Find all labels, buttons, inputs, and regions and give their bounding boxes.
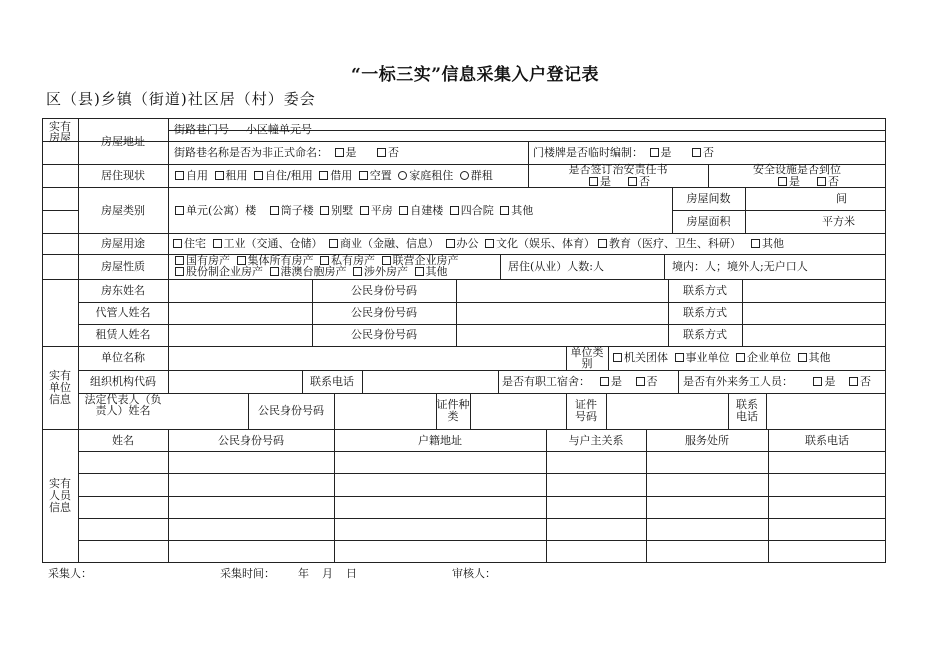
- yes-label: 是: [789, 175, 800, 188]
- option-label: 国有房产: [186, 254, 230, 267]
- section-unit: 实有单位信息: [49, 369, 71, 406]
- tenant-contact-label: 联系方式: [683, 328, 727, 341]
- legal-rep-id-label: 公民身份号码: [258, 404, 324, 417]
- security-facility-q-text: 安全设施是否到位: [753, 163, 841, 176]
- checkbox[interactable]: [751, 239, 760, 248]
- landlord-label: 房东姓名: [101, 284, 145, 297]
- option-label: 筒子楼: [280, 204, 314, 217]
- collect-time-label: 采集时间：: [220, 567, 275, 580]
- yes-label: 是: [345, 146, 357, 159]
- house-address-label: 房屋地址: [101, 135, 145, 148]
- col-hukou-address: 户籍地址: [418, 434, 462, 447]
- checkbox[interactable]: [600, 377, 609, 386]
- security-resp-question: [528, 164, 708, 188]
- radio[interactable]: [460, 171, 469, 180]
- day-label: 日: [346, 567, 357, 580]
- checkbox[interactable]: [329, 239, 338, 248]
- living-status-options: [172, 170, 493, 182]
- yes-label: 是: [824, 375, 836, 388]
- section-person: 实有人员信息: [49, 477, 71, 514]
- checkbox[interactable]: [500, 206, 509, 215]
- no-label: 否: [859, 375, 871, 388]
- door-plate-q-text: 门楼牌是否临时编制：: [533, 146, 643, 159]
- option-label: 群租: [470, 169, 493, 182]
- checkbox[interactable]: [213, 239, 222, 248]
- checkbox[interactable]: [692, 148, 701, 157]
- no-label: 否: [828, 175, 839, 188]
- option-label: 四合院: [460, 204, 494, 217]
- checkbox[interactable]: [849, 377, 858, 386]
- option-label: 借用: [330, 169, 353, 182]
- checkbox[interactable]: [736, 353, 745, 362]
- district-line: 区（县)乡镇（街道)社区居（村）委会: [46, 90, 316, 108]
- checkbox[interactable]: [175, 256, 184, 265]
- col-relation: 与户主关系: [568, 434, 624, 447]
- migrant-question: [683, 376, 871, 388]
- radio[interactable]: [398, 171, 407, 180]
- option-label: 港澳台胞房产: [280, 265, 347, 278]
- tenant-label: 租赁人姓名: [95, 328, 151, 341]
- unit-category-label: 单位类别: [570, 346, 604, 370]
- option-label: 商业（金融、信息）: [340, 237, 439, 250]
- agent-contact-label: 联系方式: [683, 306, 727, 319]
- checkbox[interactable]: [215, 171, 224, 180]
- unit-phone-label: 联系电话: [310, 375, 354, 388]
- yes-label: 是: [600, 175, 611, 188]
- house-nature-options: [172, 255, 459, 277]
- option-label: 股份制企业房产: [186, 265, 263, 278]
- option-label: 涉外房产: [364, 265, 408, 278]
- checkbox[interactable]: [359, 171, 368, 180]
- informal-name-question: [174, 147, 399, 159]
- informal-name-q-text: 街路巷名称是否为非正式命名：: [174, 146, 328, 159]
- legal-rep-phone-label: 联系电话: [736, 398, 758, 423]
- checkbox[interactable]: [320, 206, 329, 215]
- collector-label: 采集人：: [48, 567, 92, 580]
- reviewer-label: 审核人：: [452, 567, 496, 580]
- agent-label: 代管人姓名: [95, 306, 151, 319]
- checkbox[interactable]: [450, 206, 459, 215]
- resident-count[interactable]: 居住(从业）人数:人: [508, 260, 604, 273]
- block-unit-field[interactable]: 小区幢单元号: [246, 123, 312, 136]
- street-number-field[interactable]: 街路巷门号: [174, 123, 229, 136]
- checkbox[interactable]: [335, 148, 344, 157]
- no-label: 否: [639, 175, 650, 188]
- checkbox[interactable]: [415, 267, 424, 276]
- form-title: “一标三实”信息采集入户登记表: [350, 65, 600, 85]
- security-resp-q-text: 是否签订治安责任书: [568, 163, 668, 176]
- landlord-id-label: 公民身份号码: [351, 284, 417, 297]
- checkbox[interactable]: [175, 267, 184, 276]
- checkbox[interactable]: [778, 177, 787, 186]
- option-label: 住宅: [184, 237, 206, 250]
- tenant-id-label: 公民身份号码: [351, 328, 417, 341]
- house-type-options: [172, 205, 533, 217]
- checkbox[interactable]: [817, 177, 826, 186]
- checkbox[interactable]: [175, 206, 184, 215]
- checkbox[interactable]: [628, 177, 637, 186]
- checkbox[interactable]: [360, 206, 369, 215]
- option-label: 租用: [225, 169, 248, 182]
- room-count-label: 房屋间数: [686, 192, 731, 205]
- door-plate-question: [533, 147, 714, 159]
- dorm-question: [502, 376, 658, 388]
- checkbox[interactable]: [353, 267, 362, 276]
- checkbox[interactable]: [319, 171, 328, 180]
- cert-no-label: 证件号码: [575, 398, 597, 423]
- checkbox[interactable]: [798, 353, 807, 362]
- checkbox[interactable]: [173, 239, 182, 248]
- option-label: 其他: [762, 237, 784, 250]
- yes-label: 是: [611, 375, 622, 388]
- option-label: 自建楼: [410, 204, 444, 217]
- option-label: 自用: [186, 169, 208, 182]
- col-phone: 联系电话: [805, 434, 849, 447]
- col-workplace: 服务处所: [685, 434, 729, 447]
- checkbox[interactable]: [399, 206, 408, 215]
- checkbox[interactable]: [270, 267, 279, 276]
- checkbox[interactable]: [254, 171, 263, 180]
- checkbox[interactable]: [675, 353, 684, 362]
- checkbox[interactable]: [589, 177, 598, 186]
- landlord-contact-label: 联系方式: [683, 284, 727, 297]
- option-label: 机关团体: [624, 351, 668, 364]
- checkbox[interactable]: [270, 206, 279, 215]
- house-nature-label: 房屋性质: [101, 260, 145, 273]
- no-label: 否: [702, 146, 714, 159]
- option-label: 办公: [456, 237, 479, 250]
- checkbox[interactable]: [382, 256, 391, 265]
- option-label: 事业单位: [685, 351, 730, 364]
- house-use-label: 房屋用途: [101, 237, 145, 250]
- option-label: 文化（娱乐、体育）: [496, 237, 595, 250]
- option-label: 其他: [425, 265, 448, 278]
- checkbox[interactable]: [613, 353, 622, 362]
- option-label: 教育（医疗、卫生、科研）: [609, 237, 741, 250]
- year-label: 年: [298, 567, 309, 580]
- col-name: 姓名: [112, 434, 134, 447]
- option-label: 其他: [808, 351, 831, 364]
- cert-type-label: 证件种类: [436, 398, 470, 423]
- option-label: 企业单位: [747, 351, 791, 364]
- option-label: 平房: [370, 204, 393, 217]
- option-label: 工业（交通、仓储）: [223, 237, 323, 250]
- unit-category-options: [610, 352, 831, 364]
- checkbox[interactable]: [237, 256, 246, 265]
- option-label: 联营企业房产: [392, 254, 459, 267]
- option-label: 空置: [369, 169, 392, 182]
- option-label: 私有房产: [331, 254, 375, 267]
- area-unit: 平方米: [822, 215, 855, 228]
- checkbox[interactable]: [377, 148, 386, 157]
- option-label: 单元(公寓）楼: [186, 204, 257, 217]
- checkbox[interactable]: [446, 239, 455, 248]
- house-type-label: 房屋类别: [101, 204, 145, 217]
- migrant-q-text: 是否有外来务工人员：: [683, 375, 793, 388]
- agent-id-label: 公民身份号码: [351, 306, 417, 319]
- checkbox[interactable]: [636, 377, 645, 386]
- no-label: 否: [387, 146, 399, 159]
- no-label: 否: [646, 375, 658, 388]
- org-code-label: 组织机构代码: [90, 375, 156, 388]
- living-status-label: 居住现状: [101, 169, 145, 182]
- area-label: 房屋面积: [686, 215, 731, 228]
- checkbox[interactable]: [598, 239, 607, 248]
- room-count-unit: 间: [836, 192, 847, 205]
- section-house: 实有房屋: [49, 120, 71, 144]
- checkbox[interactable]: [813, 377, 822, 386]
- yes-label: 是: [660, 146, 672, 159]
- option-label: 家庭租住: [409, 169, 454, 182]
- option-label: 自住/租用: [265, 169, 313, 182]
- month-label: 月: [322, 567, 333, 580]
- checkbox[interactable]: [485, 239, 494, 248]
- checkbox[interactable]: [650, 148, 659, 157]
- house-use-options: [170, 238, 784, 250]
- legal-rep-label: 法定代表人（负责人）姓名: [84, 393, 162, 417]
- option-label: 集体所有房产: [247, 254, 314, 267]
- checkbox[interactable]: [320, 256, 329, 265]
- col-id: 公民身份号码: [218, 434, 284, 447]
- resident-detail[interactable]: 境内：人；境外人;无户口人: [672, 260, 808, 273]
- option-label: 其他: [511, 204, 534, 217]
- option-label: 别墅: [331, 204, 354, 217]
- checkbox[interactable]: [175, 171, 184, 180]
- security-facility-question: [708, 164, 886, 188]
- unit-name-label: 单位名称: [101, 351, 145, 364]
- dorm-q-text: 是否有职工宿舍：: [502, 375, 590, 388]
